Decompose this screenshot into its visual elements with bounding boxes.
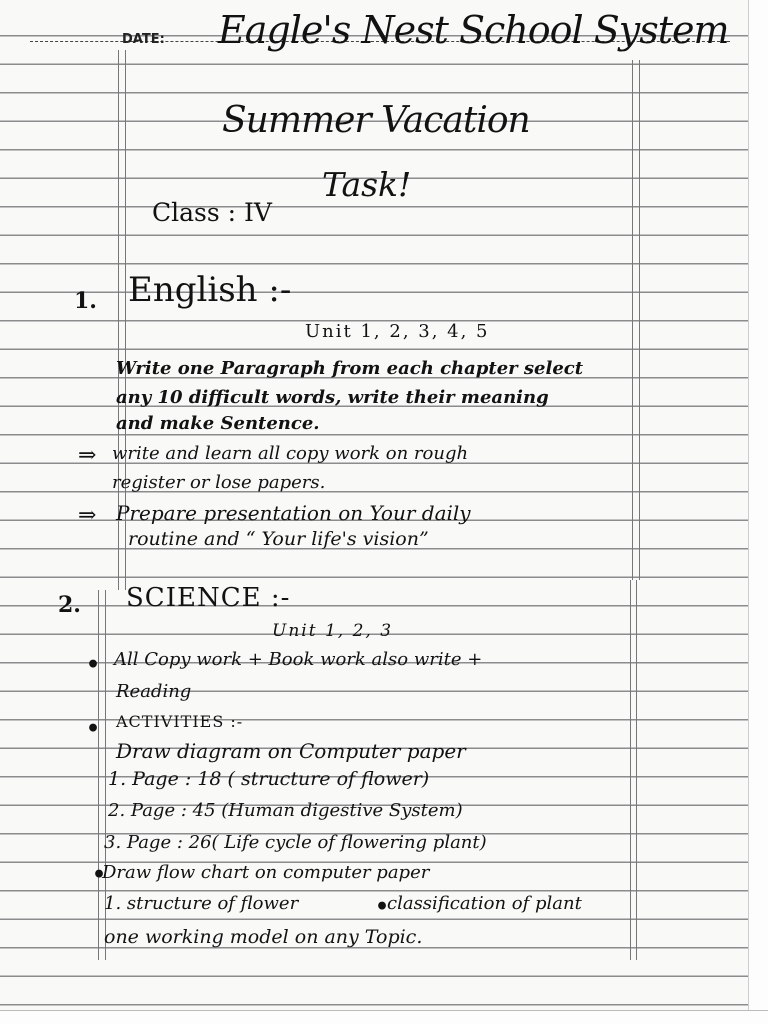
- english-units: Unit 1, 2, 3, 4, 5: [305, 321, 490, 342]
- english-task-line: write and learn all copy work on rough: [112, 443, 469, 464]
- date-label: DATE:: [122, 32, 165, 47]
- right-margin-line: [632, 60, 640, 580]
- english-instruction-line: and make Sentence.: [116, 413, 320, 434]
- science-line: Draw diagram on Computer paper: [116, 739, 466, 763]
- science-line: 3. Page : 26( Life cycle of flowering plant): [104, 832, 487, 853]
- school-name: Eagle's Nest School System: [218, 8, 729, 52]
- science-line: Reading: [116, 681, 192, 702]
- science-line: Draw flow chart on computer paper: [102, 862, 430, 883]
- english-task-line: register or lose papers.: [112, 472, 326, 493]
- english-task-line: Prepare presentation on Your daily: [116, 501, 471, 525]
- bullet-icon: •: [375, 894, 390, 920]
- science-line: 1. structure of flower: [104, 893, 299, 914]
- class-label: Class : IV: [152, 198, 272, 227]
- english-section-title: English :-: [128, 270, 292, 310]
- english-instruction-line: any 10 difficult words, write their meaning: [116, 387, 549, 408]
- english-task-line: routine and “ Your life's vision”: [128, 528, 429, 550]
- science-line: classification of plant: [387, 893, 582, 914]
- science-activities-heading: ACTIVITIES :-: [116, 712, 244, 731]
- arrow-icon: ⇒: [78, 503, 97, 528]
- page-edge-right: [748, 0, 768, 1024]
- page-title: Summer Vacation: [222, 100, 530, 141]
- page-subtitle: Task!: [322, 165, 412, 204]
- arrow-icon: ⇒: [78, 443, 97, 468]
- english-section-number: 1.: [74, 288, 97, 314]
- science-line: 1. Page : 18 ( structure of flower): [108, 768, 430, 790]
- bullet-icon: •: [86, 652, 101, 678]
- bullet-icon: •: [86, 716, 101, 742]
- right-margin-line-lower: [630, 580, 637, 960]
- page-edge-bottom: [0, 1010, 768, 1024]
- science-line: one working model on any Topic.: [104, 926, 423, 948]
- science-line: 2. Page : 45 (Human digestive System): [108, 800, 463, 821]
- science-section-title: SCIENCE :-: [126, 583, 291, 613]
- science-line: All Copy work + Book work also write +: [114, 649, 483, 670]
- science-section-number: 2.: [58, 592, 81, 618]
- english-instruction-line: Write one Paragraph from each chapter select: [116, 358, 584, 379]
- bullet-icon: •: [92, 862, 107, 888]
- science-units: Unit 1, 2, 3: [272, 621, 394, 641]
